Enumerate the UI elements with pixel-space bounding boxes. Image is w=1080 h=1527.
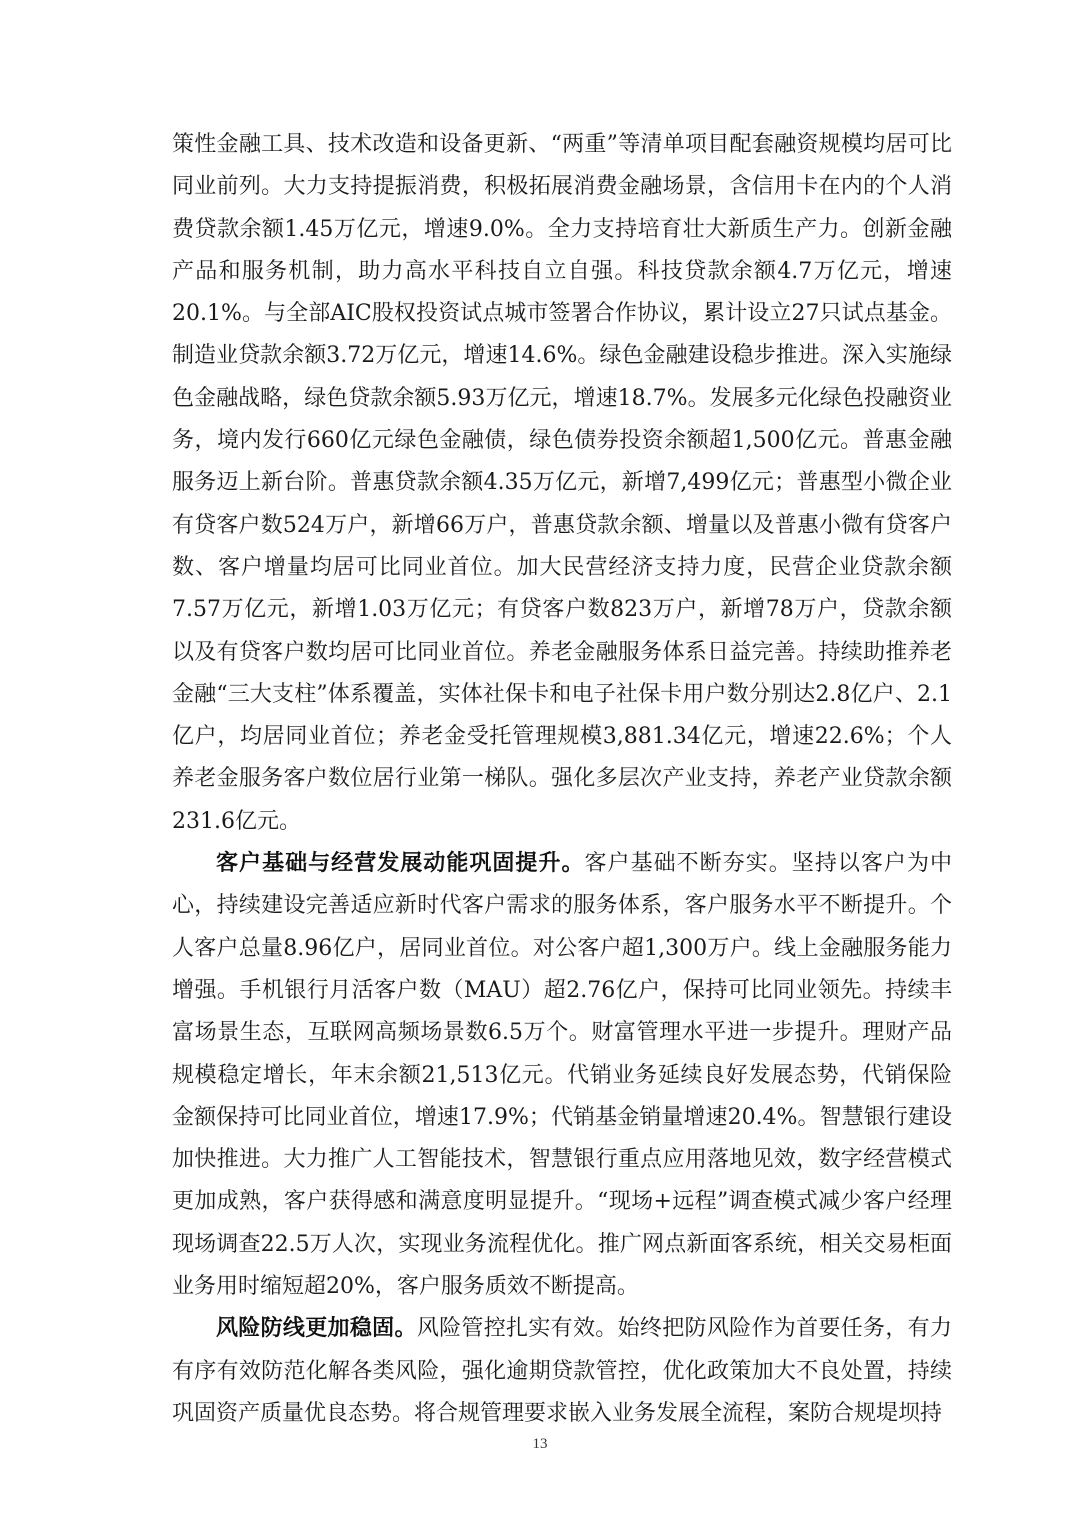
- paragraph-lead-heading: 风险防线更加稳固。: [216, 1316, 417, 1342]
- paragraph-text: 客户基础不断夯实。坚持以客户为中心，持续建设完善适应新时代客户需求的服务体系，客户服务水平不断提升。个人客户总量8.96亿户，居同业首位。对公客户超1,300万户。线上金融服务能力增强。手机银行月活客户数（MAU）超2.76亿户，保持可比同业领先。持续丰富场景生态，互联网高频场景数6.5万个。财富管理水平进一步提升。理财产品规模稳定增长，年末余额21,513亿元。代销业务延续良好发展态势，代销保险金额保持可比同业首位，增速17.9%；代销基金销量增速20.4%。智慧银行建设加快推进。大力推广人工智能技术，智慧银行重点应用落地见效，数字经营模式更加成熟，客户获得感和满意度明显提升。“现场+远程”调查模式减少客户经理现场调查22.5万人次，实现业务流程优化。推广网点新面客系统，相关交易柜面业务用时缩短超20%，客户服务质效不断提高。: [172, 851, 952, 1300]
- body-text: [172, 124, 952, 1435]
- paragraph-continued: [172, 124, 952, 843]
- paragraph-text: 风险管控扎实有效。始终把防风险作为首要任务，有力有序有效防范化解各类风险，强化逾期贷款管控，优化政策加大不良处置，持续巩固资产质量优良态势。将合规管理要求嵌入业务发展全流程，案防合规堤坝持: [172, 1316, 952, 1426]
- paragraph-risk-defense: [172, 1308, 952, 1435]
- paragraph-lead-heading: 客户基础与经营发展动能巩固提升。: [216, 851, 585, 877]
- paragraph-customer-base: [172, 843, 952, 1308]
- page-number: 13: [532, 1436, 548, 1452]
- paragraph-text: 策性金融工具、技术改造和设备更新、“两重”等清单项目配套融资规模均居可比同业前列。大力支持提振消费，积极拓展消费金融场景，含信用卡在内的个人消费贷款余额1.45万亿元，增速9.0%。全力支持培育壮大新质生产力。创新金融产品和服务机制，助力高水平科技自立自强。科技贷款余额4.7万亿元，增速20.1%。与全部AIC股权投资试点城市签署合作协议，累计设立27只试点基金。制造业贷款余额3.72万亿元，增速14.6%。绿色金融建设稳步推进。深入实施绿色金融战略，绿色贷款余额5.93万亿元，增速18.7%。发展多元化绿色投融资业务，境内发行660亿元绿色金融债，绿色债券投资余额超1,500亿元。普惠金融服务迈上新台阶。普惠贷款余额4.35万亿元，新增7,499亿元；普惠型小微企业有贷客户数524万户，新增66万户，普惠贷款余额、增量以及普惠小微有贷客户数、客户增量均居可比同业首位。加大民营经济支持力度，民营企业贷款余额7.57万亿元，新增1.03万亿元；有贷客户数823万户，新增78万户，贷款余额以及有贷客户数均居可比同业首位。养老金融服务体系日益完善。持续助推养老金融“三大支柱”体系覆盖，实体社保卡和电子社保卡用户数分别达2.8亿户、2.1亿户，均居同业首位；养老金受托管理规模3,881.34亿元，增速22.6%；个人养老金服务客户数位居行业第一梯队。强化多层次产业支持，养老产业贷款余额231.6亿元。: [172, 132, 952, 834]
